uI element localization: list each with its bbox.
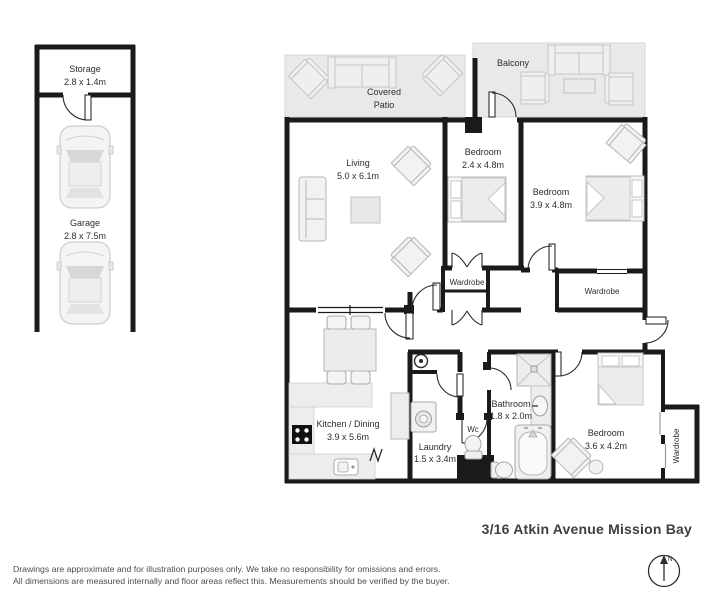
fridge-icon [391, 393, 409, 439]
living-room [299, 143, 434, 276]
stool-icon [589, 460, 603, 474]
bedroom1 [448, 147, 506, 222]
wardrobe3-label: Wardrobe [672, 428, 681, 464]
disclaimer-text [13, 564, 450, 587]
bedroom2 [530, 121, 649, 221]
kitchen-dims: 3.9 x 5.6m [326, 432, 370, 442]
counter [289, 383, 372, 407]
living-dims: 5.0 x 6.1m [336, 171, 380, 181]
laundry-label: Laundry [418, 442, 452, 452]
bedroom2-door [549, 244, 555, 270]
bathroom-dims: 1.8 x 2.0m [489, 411, 533, 421]
balcony-table-icon [564, 79, 595, 93]
toilet-icon [465, 436, 481, 453]
living-door [433, 283, 440, 310]
patio-sofa-icon [328, 57, 396, 88]
bedroom3 [551, 353, 643, 478]
bathtub-icon [515, 425, 551, 479]
storage-door-leaf [85, 95, 91, 120]
entry-door [646, 317, 666, 324]
wardrobe2-label: Wardrobe [584, 287, 620, 296]
laundry-dims: 1.5 x 3.4m [413, 454, 457, 464]
wardrobe2-slider [597, 267, 627, 275]
laundry-door [457, 374, 463, 396]
living-label: Living [346, 158, 370, 168]
property-address: 3/16 Atkin Avenue Mission Bay [481, 521, 692, 537]
patio-label-2: Patio [373, 100, 395, 110]
covered-patio-area [285, 53, 465, 117]
garage-label: Garage [69, 218, 101, 228]
basin-icon [532, 396, 548, 416]
sofa-icon [299, 177, 326, 241]
bedroom2-label: Bedroom [532, 187, 570, 197]
wc-label: Wc [467, 425, 479, 434]
storage-label: Storage [69, 64, 101, 74]
disclaimer-line-1: Drawings are approximate and for illustration purposes only. We take no responsibility for omissions and errors. [13, 564, 441, 574]
counter [289, 454, 375, 479]
bathroom-label: Bathroom [491, 399, 531, 409]
kitchen-door [406, 313, 413, 339]
wc [465, 425, 482, 459]
shower-icon [517, 354, 551, 386]
bed-icon [448, 177, 506, 222]
patio-label: Covered [366, 87, 402, 97]
bathroom-door [489, 368, 511, 390]
kitchen-label: Kitchen / Dining [316, 419, 380, 429]
balcony-sofa-icon [548, 45, 610, 75]
bedroom1-dims: 2.4 x 4.8m [461, 160, 505, 170]
wardrobe1-label: Wardrobe [449, 278, 485, 287]
sink-icon [334, 459, 358, 475]
balcony-door [489, 92, 495, 117]
washer-icon [411, 402, 436, 432]
compass-north-icon [649, 555, 680, 587]
bed-icon [586, 176, 644, 221]
kitchen-window [316, 305, 385, 315]
toilet-icon [491, 462, 513, 478]
balcony-label: Balcony [496, 58, 530, 68]
dining-table-icon [324, 316, 376, 384]
bed-icon [598, 353, 643, 405]
storage-dims: 2.8 x 1.4m [63, 77, 107, 87]
stove-icon [292, 425, 312, 444]
balcony-area [473, 43, 645, 117]
wall-pillar [465, 117, 482, 133]
kitchen-dining [289, 316, 409, 479]
garage-block [35, 45, 135, 332]
bedroom3-label: Bedroom [587, 428, 625, 438]
bedroom2-dims: 3.9 x 4.8m [529, 200, 573, 210]
disclaimer-line-2: All dimensions are measured internally and floor areas reflect this. Measurements should be verified by the buyer. [13, 575, 450, 586]
bathroom [490, 354, 551, 479]
compass-n-label: N [668, 557, 673, 563]
bedroom3-dims: 3.6 x 4.2m [584, 441, 628, 451]
garage-dims: 2.8 x 7.5m [63, 231, 107, 241]
bedroom3-door [555, 352, 561, 376]
coffee-table-icon [351, 197, 380, 223]
bedroom1-label: Bedroom [464, 147, 502, 157]
